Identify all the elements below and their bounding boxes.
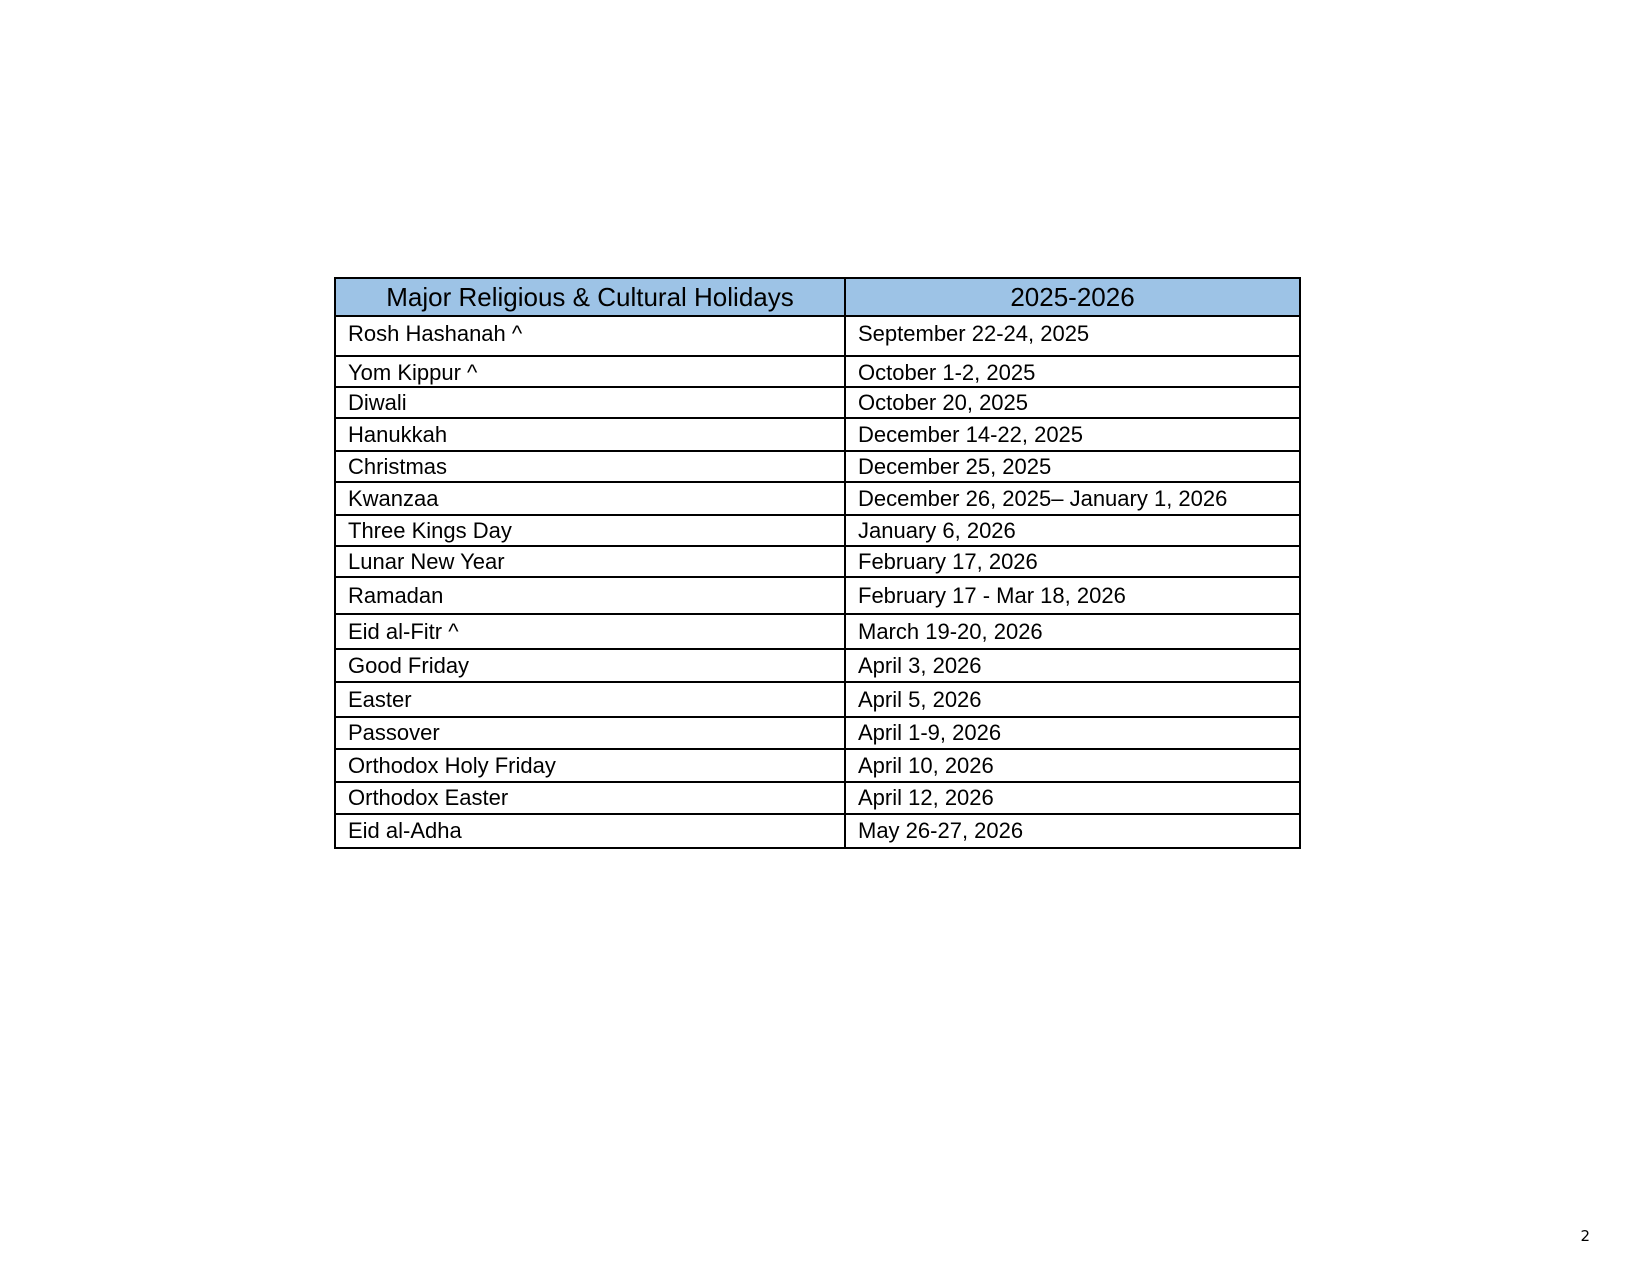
holiday-name: Easter [335, 682, 845, 717]
holiday-date: April 1-9, 2026 [845, 717, 1300, 749]
table-row [335, 717, 1300, 749]
table-row [335, 546, 1300, 577]
table-row [335, 649, 1300, 682]
table-row [335, 749, 1300, 782]
holiday-name: Eid al-Adha [335, 814, 845, 848]
table-row [335, 482, 1300, 515]
holiday-name: Lunar New Year [335, 546, 845, 577]
holiday-date: October 20, 2025 [845, 387, 1300, 418]
holiday-date: April 3, 2026 [845, 649, 1300, 682]
holiday-name: Rosh Hashanah ^ [335, 316, 845, 356]
table-row [335, 418, 1300, 451]
holiday-name: Orthodox Holy Friday [335, 749, 845, 782]
table-row [335, 682, 1300, 717]
table-row [335, 387, 1300, 418]
holiday-date: May 26-27, 2026 [845, 814, 1300, 848]
holiday-date: December 14-22, 2025 [845, 418, 1300, 451]
holiday-date: December 26, 2025– January 1, 2026 [845, 482, 1300, 515]
table-row [335, 577, 1300, 614]
table-row [335, 316, 1300, 356]
holiday-date: April 12, 2026 [845, 782, 1300, 814]
holiday-name: Good Friday [335, 649, 845, 682]
holiday-name: Orthodox Easter [335, 782, 845, 814]
holiday-date: March 19-20, 2026 [845, 614, 1300, 649]
table-row [335, 451, 1300, 482]
holiday-date: February 17 - Mar 18, 2026 [845, 577, 1300, 614]
holiday-date: September 22-24, 2025 [845, 316, 1300, 356]
holiday-name: Yom Kippur ^ [335, 356, 845, 387]
holiday-date: April 5, 2026 [845, 682, 1300, 717]
holiday-name: Christmas [335, 451, 845, 482]
table-header-row [335, 278, 1300, 316]
holiday-name: Diwali [335, 387, 845, 418]
holiday-name: Passover [335, 717, 845, 749]
holiday-name: Hanukkah [335, 418, 845, 451]
holiday-name: Eid al-Fitr ^ [335, 614, 845, 649]
holiday-name: Kwanzaa [335, 482, 845, 515]
table-row [335, 356, 1300, 387]
holiday-date: January 6, 2026 [845, 515, 1300, 546]
holiday-date: February 17, 2026 [845, 546, 1300, 577]
holiday-date: April 10, 2026 [845, 749, 1300, 782]
table-row [335, 814, 1300, 848]
holidays-table [334, 277, 1301, 849]
table-row [335, 614, 1300, 649]
holiday-name: Ramadan [335, 577, 845, 614]
header-year: 2025-2026 [845, 278, 1300, 316]
holiday-date: December 25, 2025 [845, 451, 1300, 482]
holiday-name: Three Kings Day [335, 515, 845, 546]
table-row [335, 515, 1300, 546]
header-holiday: Major Religious & Cultural Holidays [335, 278, 845, 316]
table-row [335, 782, 1300, 814]
page-number: 2 [1580, 1227, 1590, 1245]
holiday-date: October 1-2, 2025 [845, 356, 1300, 387]
